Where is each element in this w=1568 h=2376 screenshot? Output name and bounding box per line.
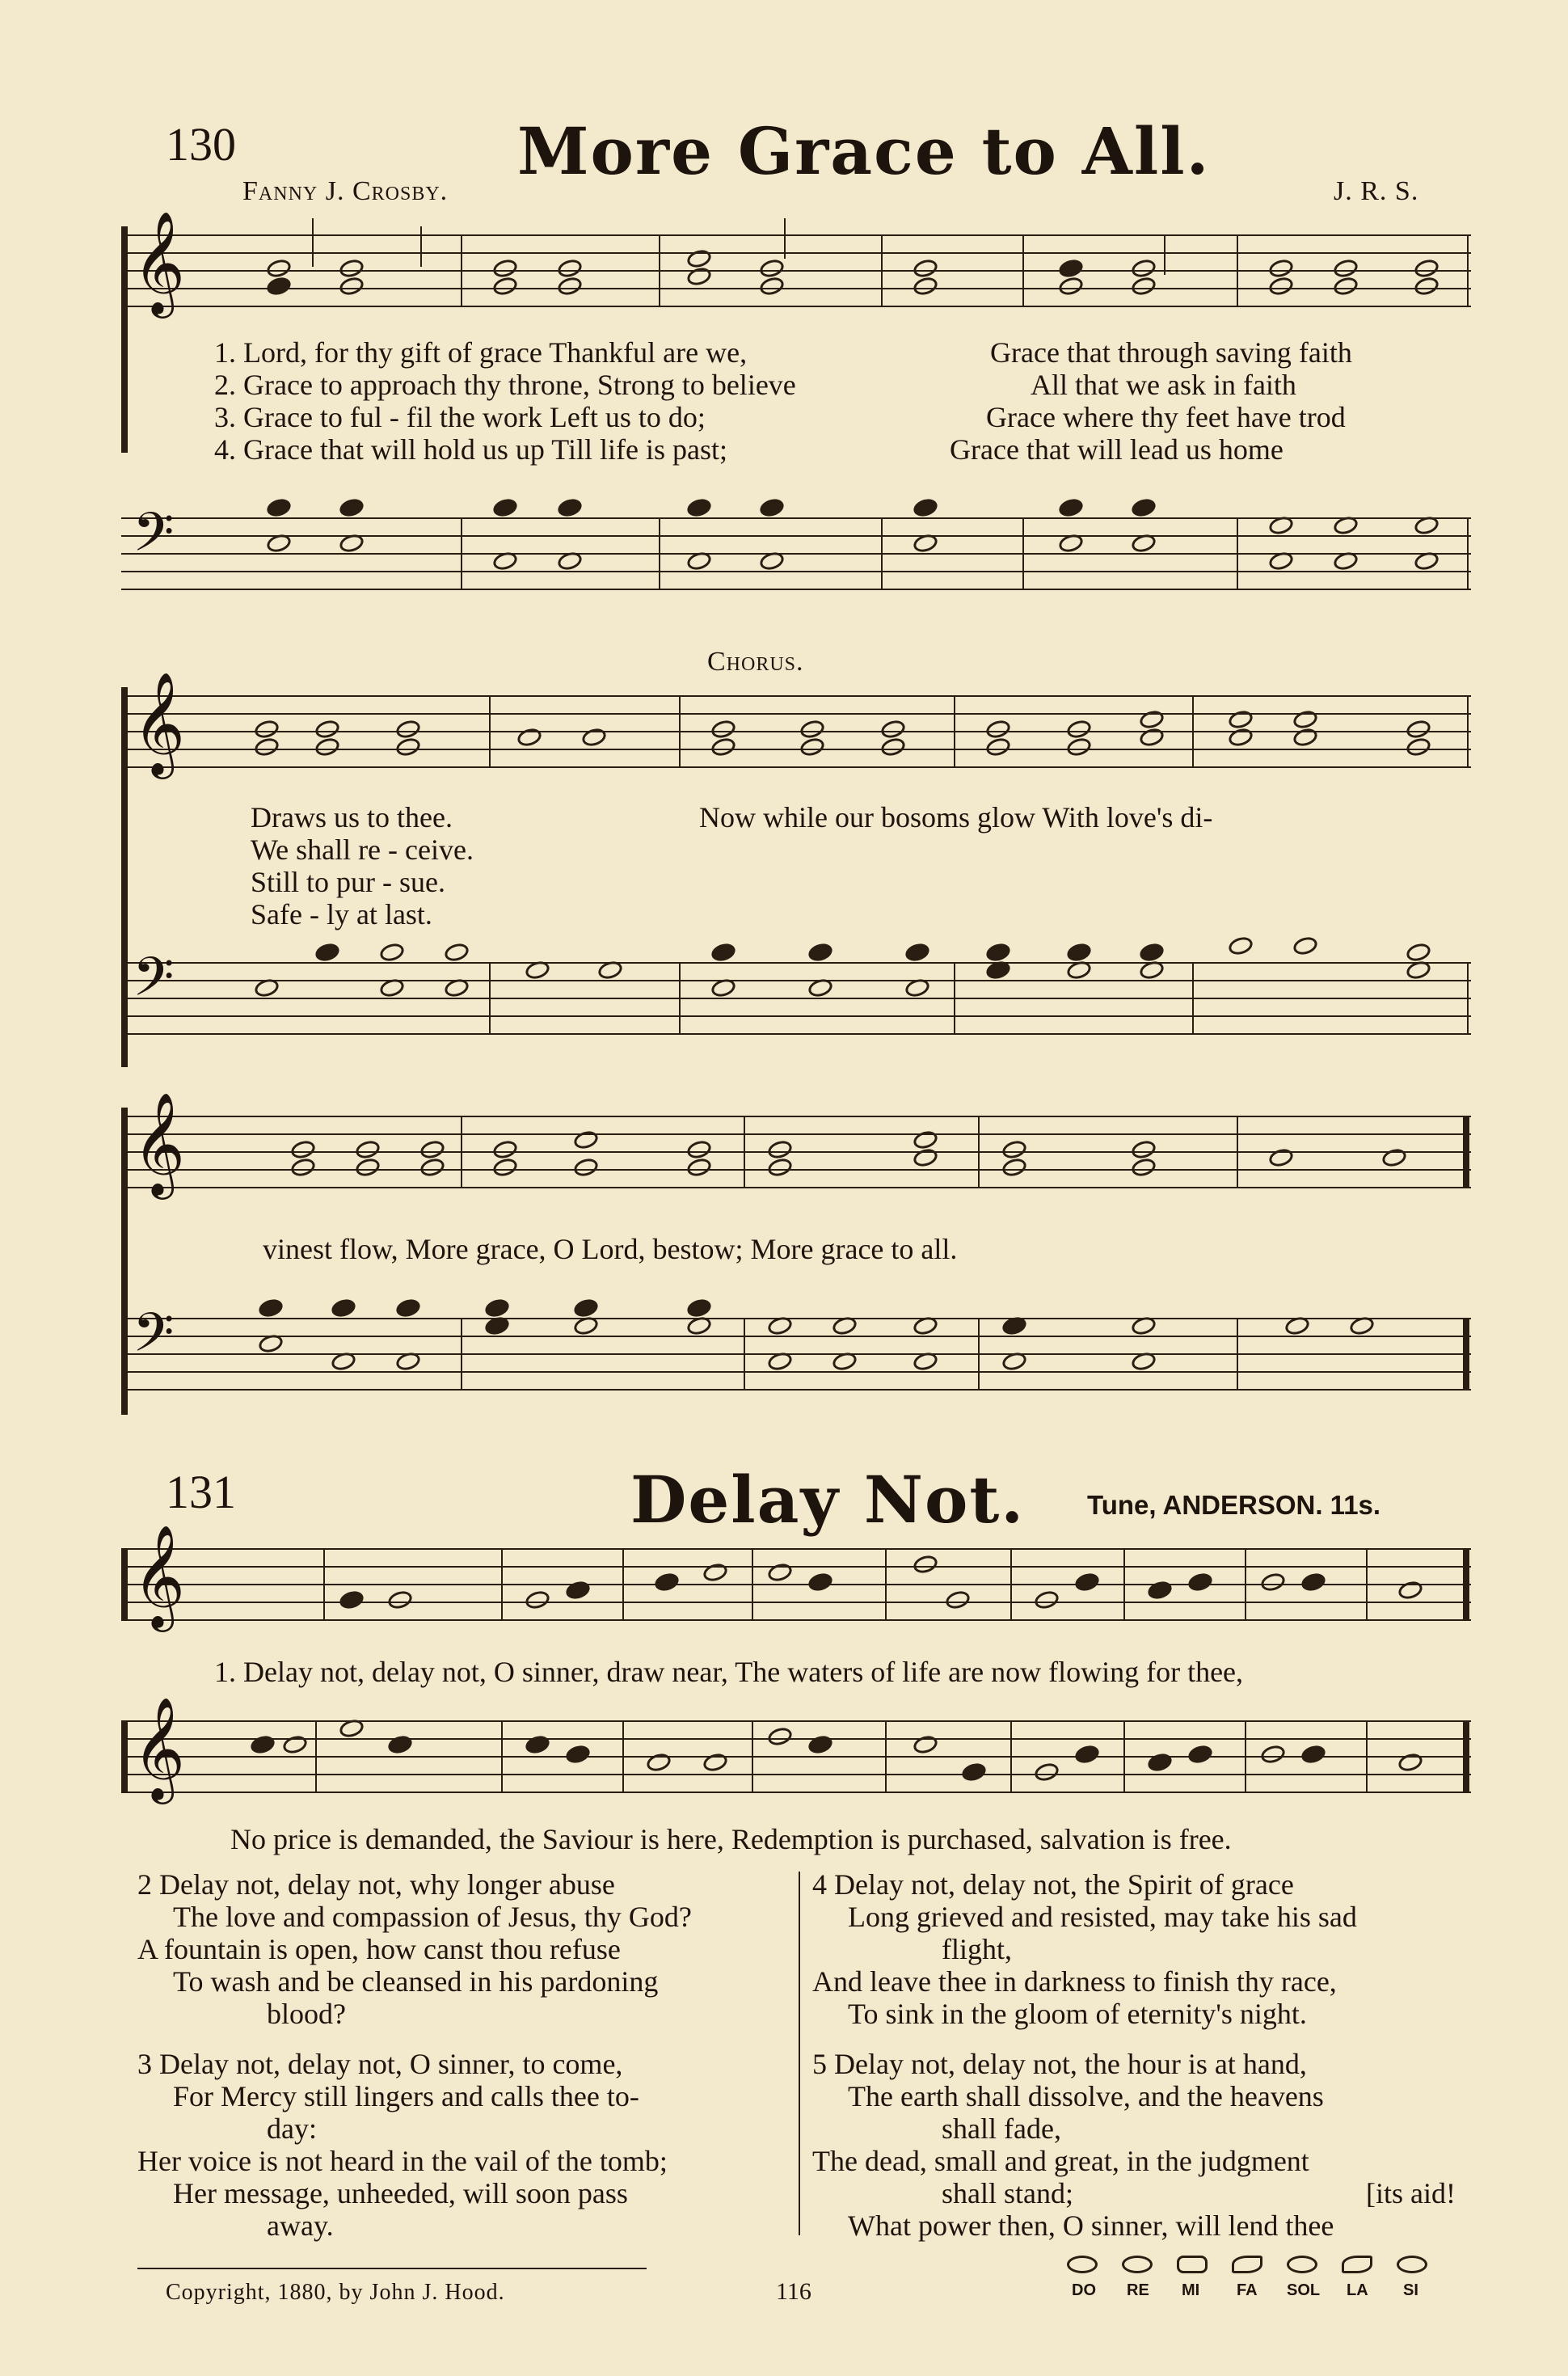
verse-text: Grace to approach thy throne, Strong to believe: [243, 369, 796, 401]
stanza-line: [its aid!: [1366, 2177, 1456, 2209]
staff-treble-131-1: [121, 1524, 1471, 1645]
stanza-line: To sink in the gloom of eternity's night.: [848, 1998, 1307, 2030]
treble-clef-icon: 𝄞: [133, 671, 186, 774]
verse-cont: Grace where thy feet have trod: [986, 401, 1346, 433]
stanza-line: Her voice is not heard in the vail of the tomb;: [137, 2145, 668, 2177]
sol-shape-icon: [1287, 2256, 1317, 2273]
stanza-line: For Mercy still lingers and calls thee to-: [173, 2080, 639, 2112]
solfa-label: LA: [1347, 2281, 1368, 2299]
staff-bass-1: [121, 485, 1471, 598]
treble-clef-icon: 𝄞: [133, 210, 186, 314]
solfa-label: SOL: [1287, 2281, 1321, 2299]
stanza-line: 4 Delay not, delay not, the Spirit of grace: [812, 1868, 1294, 1901]
verse-num: 4.: [214, 433, 236, 466]
si-shape-icon: [1397, 2256, 1427, 2273]
copyright: Copyright, 1880, by John J. Hood.: [166, 2280, 505, 2305]
hymn-title-131: Delay Not.: [630, 1462, 1026, 1538]
verse-cont: Grace that will lead us home: [950, 433, 1283, 466]
re-shape-icon: [1122, 2256, 1153, 2273]
verse-cont: Grace that through saving faith: [990, 336, 1352, 369]
staff-bass-3: [121, 1285, 1471, 1399]
stanza-line: Long grieved and resisted, may take his sad: [848, 1901, 1357, 1933]
solfa-label: DO: [1072, 2281, 1096, 2299]
hymn-number-130: 130: [166, 118, 236, 171]
stanza-line: To wash and be cleansed in his pardoning: [173, 1965, 659, 1998]
stanza-line: day:: [267, 2112, 317, 2145]
solfa-label: MI: [1182, 2281, 1200, 2299]
stanza-line: Her message, unheeded, will soon pass: [173, 2177, 628, 2209]
staff-treble-3: [121, 1091, 1471, 1213]
chorus-line-1: Now while our bosoms glow With love's di-: [699, 801, 1213, 833]
chorus-line-2: vinest flow, More grace, O Lord, bestow; More grace to all.: [263, 1233, 958, 1265]
stanza-line: 5 Delay not, delay not, the hour is at hand,: [812, 2048, 1307, 2080]
stanza-line: 3 Delay not, delay not, O sinner, to come,: [137, 2048, 623, 2080]
verse-cont: All that we ask in faith: [1031, 369, 1296, 401]
page-number: 116: [776, 2278, 811, 2305]
ending-2: We shall re - ceive.: [251, 833, 474, 866]
stanza-line: shall stand;: [942, 2177, 1073, 2209]
stanza-line: 2 Delay not, delay not, why longer abuse: [137, 1868, 615, 1901]
staff-bass-2: [121, 930, 1471, 1043]
stanza-line: The earth shall dissolve, and the heavens: [848, 2080, 1324, 2112]
bass-clef-icon: 𝄢: [133, 501, 175, 576]
solfa-key: [1067, 2256, 1447, 2312]
solfa-label: SI: [1403, 2281, 1418, 2299]
stanza-line: flight,: [942, 1933, 1012, 1965]
ending-3: Still to pur - sue.: [251, 866, 445, 898]
stanza-line: away.: [267, 2209, 334, 2242]
author: Fanny J. Crosby.: [242, 176, 449, 206]
do-shape-icon: [1067, 2256, 1098, 2273]
verse-text: Grace to ful - fil the work Left us to do;: [243, 401, 706, 433]
ending-4: Safe - ly at last.: [251, 898, 432, 931]
treble-clef-icon: 𝄞: [133, 1524, 186, 1627]
stanza-line: The love and compassion of Jesus, thy God?: [173, 1901, 692, 1933]
solfa-label: RE: [1127, 2281, 1149, 2299]
131-line-2: No price is demanded, the Saviour is here, Redemption is purchased, salvation is free.: [230, 1823, 1232, 1855]
bass-clef-icon: 𝄢: [133, 1302, 175, 1377]
fa-shape-icon: [1232, 2256, 1262, 2273]
stanza-line: blood?: [267, 1998, 346, 2030]
verse-text: Grace that will hold us up Till life is past;: [243, 433, 727, 466]
stanza-line: The dead, small and great, in the judgment: [812, 2145, 1309, 2177]
ending-1: Draws us to thee.: [251, 801, 453, 833]
stanza-line: shall fade,: [942, 2112, 1061, 2145]
verse-text: Lord, for thy gift of grace Thankful are we,: [243, 336, 748, 369]
staff-treble-131-2: [121, 1696, 1471, 1817]
131-line-1: 1. Delay not, delay not, O sinner, draw near, The waters of life are now flowing for thee,: [214, 1656, 1244, 1688]
la-shape-icon: [1342, 2256, 1372, 2273]
tune-name: Tune, ANDERSON. 11s.: [1087, 1490, 1381, 1520]
hymn-number-131: 131: [166, 1466, 236, 1518]
bass-clef-icon: 𝄢: [133, 946, 175, 1021]
stanza-line: A fountain is open, how canst thou refuse: [137, 1933, 621, 1965]
chorus-label: Chorus.: [707, 647, 804, 677]
stanza-line: And leave thee in darkness to finish thy race,: [812, 1965, 1337, 1998]
solfa-label: FA: [1237, 2281, 1258, 2299]
staff-treble-2: [121, 671, 1471, 792]
hymn-title-130: More Grace to All.: [517, 113, 1211, 189]
stanza-line: What power then, O sinner, will lend thee: [848, 2209, 1334, 2242]
verse-num: 1.: [214, 336, 236, 369]
composer: J. R. S.: [1334, 176, 1419, 206]
mi-shape-icon: [1177, 2256, 1208, 2273]
column-divider: [799, 1872, 800, 2235]
verse-num: 2.: [214, 369, 236, 401]
treble-clef-icon: 𝄞: [133, 1091, 186, 1195]
treble-clef-icon: 𝄞: [133, 1696, 186, 1800]
verse-num: 3.: [214, 401, 236, 433]
staff-treble-1: [121, 210, 1471, 331]
footer-rule: [137, 2268, 647, 2269]
